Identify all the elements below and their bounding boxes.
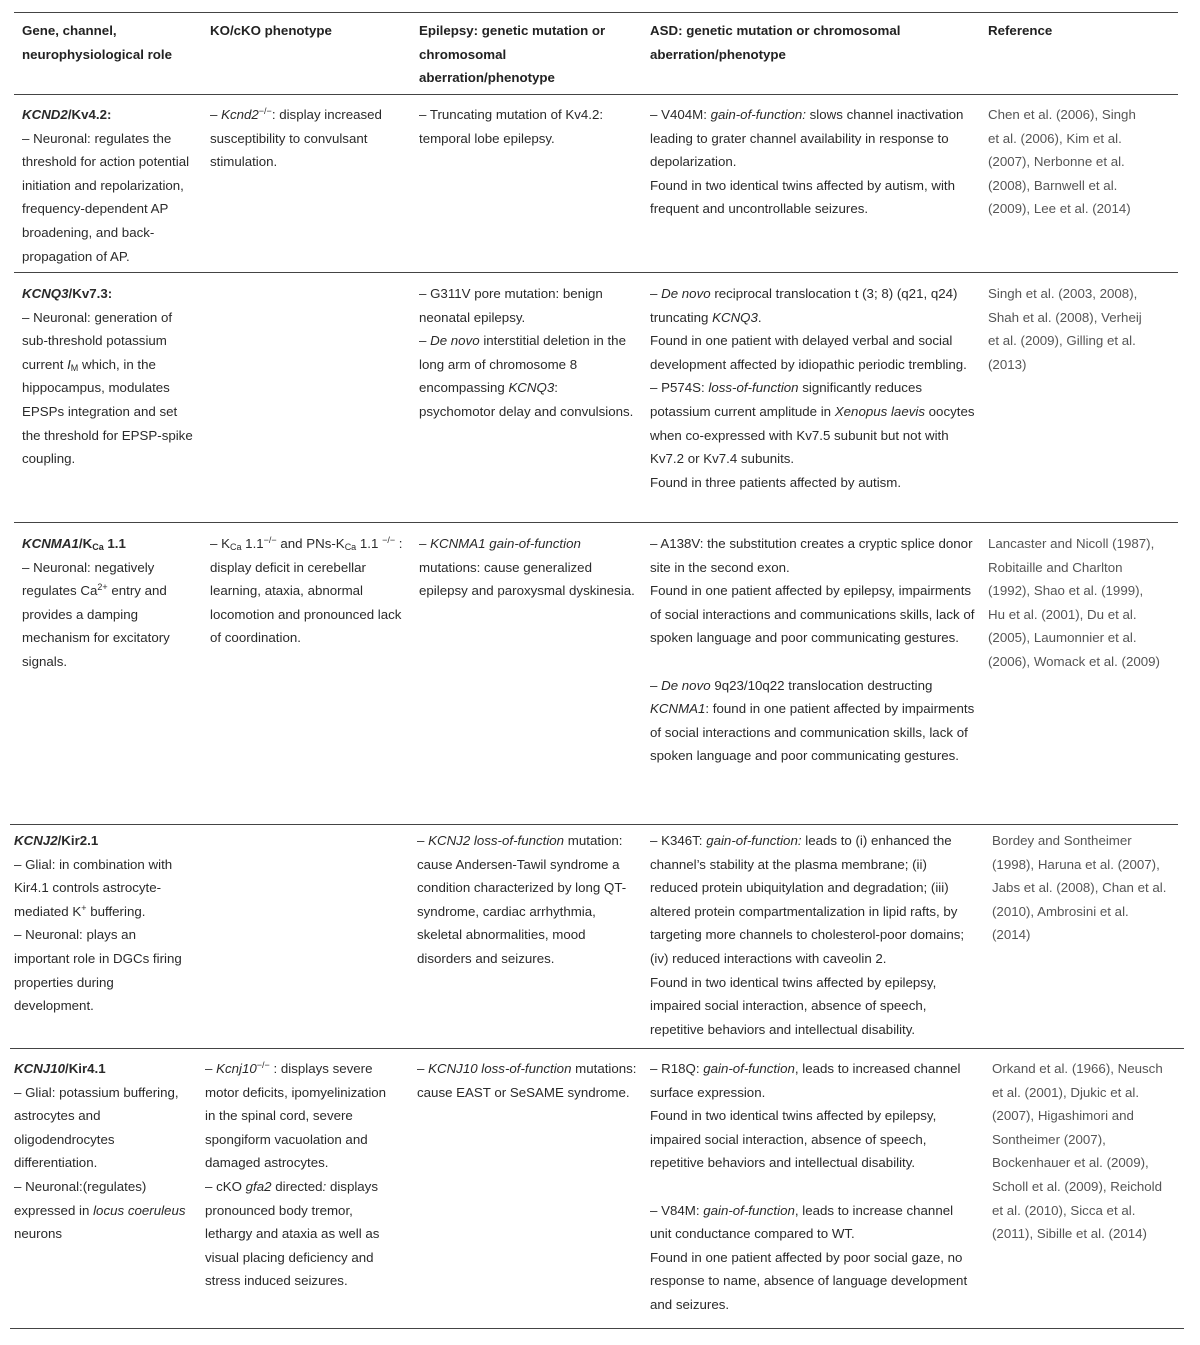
row-separator-1 bbox=[14, 272, 1178, 273]
row3-gene-cell: $KCNMA1/K_{Ca}$ 1.1 – Neuronal: negatively regulates $Ca^{2+}$ entry and provides a damping mechanism for excitatory signals. bbox=[22, 536, 170, 669]
row3-asd-cell: – A138V: the substitution creates a cryptic splice donor site in the second exon. Found in one patient affected by epilepsy, impairments of social interactions and communications skills, lack of spoken language and poor communicating gestures. – De novo 9q23/10q22 translocation destructing KCNMA1: found in one patient affected by impairments of social interactions and communication skills, lack of spoken language and poor communicating gestures. bbox=[650, 536, 975, 764]
row1-epilepsy-cell: – Truncating mutation of Kv4.2: temporal lobe epilepsy. bbox=[419, 107, 604, 146]
row5-epilepsy-cell: – KCNJ10 loss-of-function mutations: cause EAST or SeSAME syndrome. bbox=[417, 1061, 637, 1100]
row4-asd-cell: – K346T: gain-of-function: leads to (i) enhanced the channel’s stability at the plasma membrane; (ii) reduced protein ubiquitylation and degradation; (iii) altered protein compartmentalization in lipid rafts, by targeting more channels to cholesterol-poor domains; (iv) reduced interactions with caveolin 2. Found in two identical twins affected by epilepsy, impaired social interaction, absence of speech, repetitive behaviors and intellectual disability. bbox=[650, 833, 965, 1037]
row5-asd-cell: – R18Q: gain-of-function, leads to increased channel surface expression. Found in two identical twins affected by epilepsy, impaired social interaction, absence of speech, repetitive behaviors and intellectual disability. – V84M: gain-of-function, leads to increase channel unit conductance compared to WT. Found in one patient affected by poor social gaze, no response to name, absence of language development and seizures. bbox=[650, 1061, 968, 1312]
row2-epilepsy-cell: – G311V pore mutation: benign neonatal epilepsy. – De novo interstitial deletion in the long arm of chromosome 8 encompassing KCNQ3: psychomotor delay and convulsions. bbox=[419, 286, 634, 419]
row3-reference-cell: Lancaster and Nicoll (1987), Robitaille and Charlton (1992), Shao et al. (1999), Hu et al. (2001), Du et al. (2005), Laumonnier et al. (2006), Womack et al. (2009) bbox=[988, 536, 1160, 669]
row2-asd-cell: – De novo reciprocal translocation t (3; 8) (q21, q24) truncating KCNQ3. Found in one patient with delayed verbal and social development affected by idiopathic periodic trembling. – P574S: loss-of-function significantly reduces potassium current amplitude in Xenopus laevis oocytes when co-expressed with Kv7.5 subunit but not with Kv7.2 or Kv7.4 subunits. Found in three patients affected by autism. bbox=[650, 286, 975, 490]
header-asd: ASD: genetic mutation or chromosomal aberration/phenotype bbox=[650, 23, 901, 62]
row5-ko-cell: – Kcnj10−/− : displays severe motor deficits, ipomyelinization in the spinal cord, severe spongiform vacuolation and damaged astrocytes. – cKO gfa2 directed: displays pronounced body tremor, lethargy and ataxia as well as visual placing deficiency and stress induced seizures. bbox=[205, 1060, 387, 1289]
header-bottom-rule bbox=[14, 94, 1178, 95]
header-reference: Reference bbox=[988, 23, 1053, 38]
row1-gene-cell: KCND2/Kv4.2: – Neuronal: regulates the threshold for action potential initiation and repolarization, frequency-dependent AP broadening, and back-propagation of AP. bbox=[22, 107, 190, 264]
table-bottom-rule bbox=[10, 1328, 1184, 1329]
header-epilepsy: Epilepsy: genetic mutation or chromosomal aberration/phenotype bbox=[419, 23, 606, 86]
row2-reference-cell: Singh et al. (2003, 2008), Shah et al. (2008), Verheij et al. (2009), Gilling et al. (2013) bbox=[988, 286, 1142, 372]
row-separator-3 bbox=[10, 824, 1178, 825]
header-gene: Gene, channel, neurophysiological role bbox=[22, 23, 172, 62]
header-ko: KO/cKO phenotype bbox=[210, 23, 332, 38]
row5-gene-cell: KCNJ10/Kir4.1 – Glial: potassium buffering, astrocytes and oligodendrocytes differentiation. – Neuronal:(regulates) expressed in locus coeruleus neurons bbox=[14, 1061, 186, 1242]
table-top-rule bbox=[14, 12, 1178, 13]
row-separator-4 bbox=[10, 1048, 1184, 1049]
row1-asd-cell: – V404M: gain-of-function: slows channel inactivation leading to grater channel availability in response to depolarization. Found in two identical twins affected by autism, with frequent and uncontrollable seizures. bbox=[650, 107, 964, 217]
row1-reference-cell: Chen et al. (2006), Singh et al. (2006), Kim et al. (2007), Nerbonne et al. (2008), Barnwell et al. (2009), Lee et al. (2014) bbox=[988, 107, 1136, 217]
row1-ko-cell: – Kcnd2−/−: display increased susceptibility to convulsant stimulation. bbox=[210, 106, 382, 170]
row4-gene-cell: KCNJ2/Kir2.1 – Glial: in combination with Kir4.1 controls astrocyte-mediated K+ buffering. – Neuronal: plays an important role in DGCs firing properties during development. bbox=[14, 833, 182, 1014]
row-separator-2 bbox=[14, 522, 1178, 523]
row3-epilepsy-cell: – KCNMA1 gain-of-function mutations: cause generalized epilepsy and paroxysmal dyskinesia. bbox=[419, 536, 635, 599]
row4-reference-cell: Bordey and Sontheimer (1998), Haruna et al. (2007), Jabs et al. (2008), Chan et al. (2010), Ambrosini et al. (2014) bbox=[992, 833, 1167, 943]
row3-ko-cell: – $K_{Ca}$ 1.1−/− and PNs-$K_{Ca}$ 1.1 −/− : display deficit in cerebellar learning, ataxia, abnormal locomotion and pronounced lack of coordination. bbox=[210, 535, 403, 646]
row4-epilepsy-cell: – KCNJ2 loss-of-function mutation: cause Andersen-Tawil syndrome a condition characterized by long QT-syndrome, cardiac arrhythmia, skeletal abnormalities, mood disorders and seizures. bbox=[417, 833, 627, 966]
row2-gene-cell: KCNQ3/Kv7.3: – Neuronal: generation of sub-threshold potassium current $I_M$ which, in the hippocampus, modulates EPSPs integration and set the threshold for EPSP-spike coupling. bbox=[22, 286, 193, 467]
row5-reference-cell: Orkand et al. (1966), Neusch et al. (2001), Djukic et al. (2007), Higashimori and Sontheimer (2007), Bockenhauer et al. (2009), Scholl et al. (2009), Reichold et al. (2010), Sicca et al. (2011), Sibille et al. (2014) bbox=[992, 1061, 1163, 1242]
